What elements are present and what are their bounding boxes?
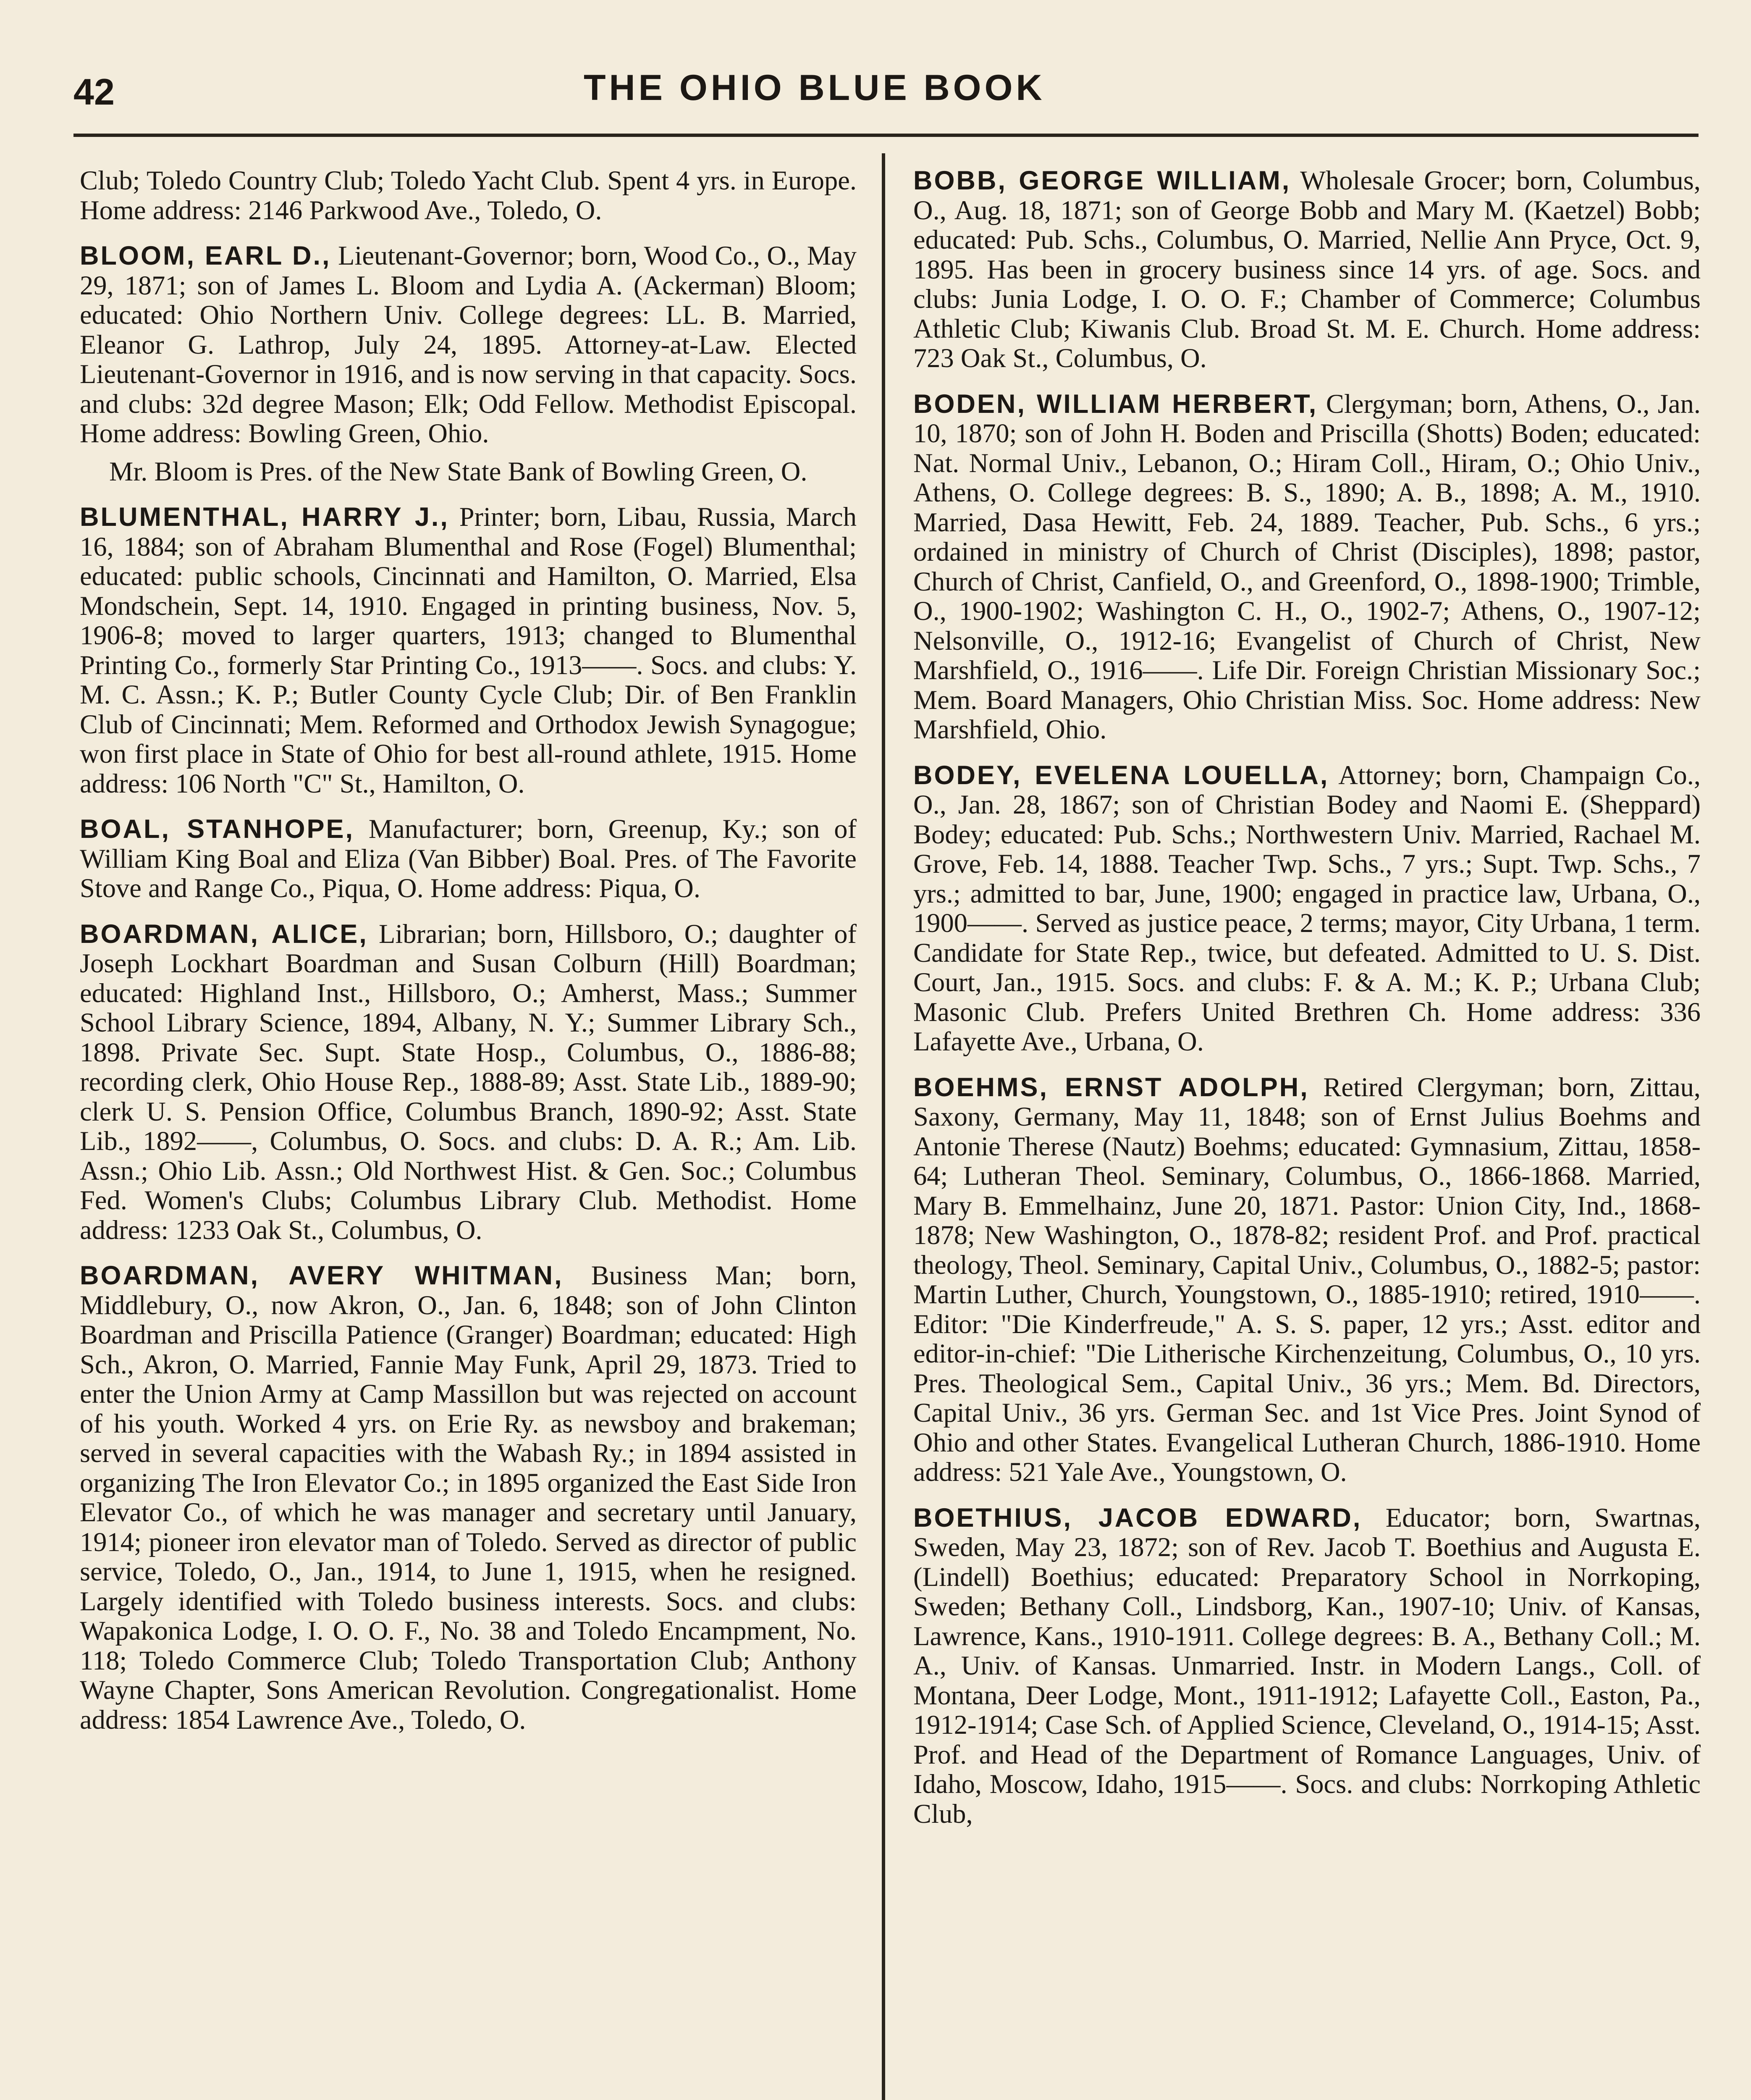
entry-text: Lieutenant-Governor; born, Wood Co., O., May 29, 1871; son of James L. Bloom and Lydia A. (Ackerman) Bloom; educated: Ohio Northern Univ. College degrees: LL. B. Married, Eleanor G. Lathrop, July 24, 1895. Attorney-at-Law. Elected Lieutenant-Governor in 1916, and is now serving in that capacity. Socs. and clubs: 32d degree Mason; Elk; Odd Fellow. Methodist Episcopal. Home address: Bowling Green, Ohio. <box>80 241 857 448</box>
biography-entry <box>913 761 1701 1057</box>
entry-text: Educator; born, Swartnas, Sweden, May 23, 1872; son of Rev. Jacob T. Boethius and Augusta E. (Lindell) Boethius; educated: Preparatory School in Norrkoping, Sweden; Bethany Coll., Lindsborg, Kan., 1907-10; Univ. of Kansas, Lawrence, Kans., 1910-1911. College degrees: B. A., Bethany Coll.; M. A., Univ. of Kansas. Unmarried. Instr. in Modern Langs., Coll. of Montana, Deer Lodge, Mont., 1911-1912; Lafayette Coll., Easton, Pa., 1912-1914; Case Sch. of Applied Science, Cleveland, O., 1914-15; Asst. Prof. and Head of the Department of Romance Languages, Univ. of Idaho, Moscow, Idaho, 1915——. Socs. and clubs: Norrkoping Athletic Club, <box>913 1502 1701 1829</box>
biography-entry <box>80 241 857 486</box>
entry-name: BOAL, STANHOPE, <box>80 814 354 844</box>
continuation-text: Club; Toledo Country Club; Toledo Yacht Club. Spent 4 yrs. in Europe. Home address: 2146 Parkwood Ave., Toledo, O. <box>80 165 857 225</box>
biography-entry <box>913 166 1701 373</box>
entry-name: BODEN, WILLIAM HERBERT, <box>913 389 1318 419</box>
entry-name: BOBB, GEORGE WILLIAM, <box>913 166 1291 195</box>
page-title: THE OHIO BLUE BOOK <box>584 68 1046 108</box>
entry-name: BOEHMS, ERNST ADOLPH, <box>913 1072 1309 1102</box>
biography-entry <box>80 814 857 903</box>
biography-entry <box>80 1261 857 1735</box>
entry-name: BODEY, EVELENA LOUELLA, <box>913 760 1329 790</box>
entry-text: Clergyman; born, Athens, O., Jan. 10, 1870; son of John H. Boden and Priscilla (Shotts) Boden; educated: Nat. Normal Univ., Lebanon, O.; Hiram Coll., Hiram, O.; Ohio Univ., Athens, O. College degrees: B. S., 1890; A. B., 1898; A. M., 1910. Married, Dasa Hewitt, Feb. 24, 1889. Teacher, Pub. Schs., 6 yrs.; ordained in ministry of Church of Christ (Disciples), 1898; pastor, Church of Christ, Canfield, O., and Greenford, O., 1898-1900; Trimble, O., 1900-1902; Washington C. H., O., 1902-7; Athens, O., 1907-12; Nelsonville, O., 1912-16; Evangelist of Church of Christ, New Marshfield, O., 1916——. Life Dir. Foreign Christian Missionary Soc.; Mem. Board Managers, Ohio Christian Miss. Soc. Home address: New Marshfield, Ohio. <box>913 388 1701 744</box>
right-column <box>913 166 1701 1845</box>
entry-text: Manufacturer; born, Greenup, Ky.; son of William King Boal and Eliza (Van Bibber) Boal. Pres. of The Favorite Stove and Range Co., Piqua, O. Home address: Piqua, O. <box>80 814 857 903</box>
entry-name: BOARDMAN, AVERY WHITMAN, <box>80 1261 564 1290</box>
entry-text: Business Man; born, Middlebury, O., now Akron, O., Jan. 6, 1848; son of John Clinton Boardman and Priscilla Patience (Granger) Boardman; educated: High Sch., Akron, O. Married, Fannie May Funk, April 29, 1873. Tried to enter the Union Army at Camp Massillon but was rejected on account of his youth. Worked 4 yrs. on Erie Ry. as newsboy and brakeman; served in several capacities with the Wabash Ry.; in 1894 assisted in organizing The Iron Elevator Co.; in 1895 organized the East Side Iron Elevator Co., of which he was manager and secretary until January, 1914; pioneer iron elevator man of Toledo. Served as director of public service, Toledo, O., Jan., 1914, to June 1, 1915, when he resigned. Largely identified with Toledo business interests. Socs. and clubs: Wapakonica Lodge, I. O. O. F., No. 38 and Toledo Encampment, No. 118; Toledo Commerce Club; Toledo Transportation Club; Anthony Wayne Chapter, Sons American Revolution. Congregationalist. Home address: 1854 Lawrence Ave., Toledo, O. <box>80 1260 857 1735</box>
biography-entry <box>913 1073 1701 1487</box>
entry-text: Attorney; born, Champaign Co., O., Jan. 28, 1867; son of Christian Bodey and Naomi E. (Sheppard) Bodey; educated: Pub. Schs.; Northwestern Univ. Married, Rachael M. Grove, Feb. 14, 1888. Teacher Twp. Schs., 7 yrs.; Supt. Twp. Schs., 7 yrs.; admitted to bar, June, 1900; engaged in practice law, Urbana, O., 1900——. Served as justice peace, 2 terms; mayor, City Urbana, 1 term. Candidate for State Rep., twice, but defeated. Admitted to U. S. Dist. Court, Jan., 1915. Socs. and clubs: F. & A. M.; K. P.; Urbana Club; Masonic Club. Prefers United Brethren Ch. Home address: 336 Lafayette Ave., Urbana, O. <box>913 760 1701 1056</box>
entry-name: BLOOM, EARL D., <box>80 241 331 270</box>
entry-name: BOARDMAN, ALICE, <box>80 919 368 949</box>
left-column <box>80 166 857 1751</box>
entry-text: Printer; born, Libau, Russia, March 16, 1884; son of Abraham Blumenthal and Rose (Fogel) Blumenthal; educated: public schools, Cincinnati and Hamilton, O. Married, Elsa Mondschein, Sept. 14, 1910. Engaged in printing business, Nov. 5, 1906-8; moved to larger quarters, 1913; changed to Blumenthal Printing Co., formerly Star Printing Co., 1913——. Socs. and clubs: Y. M. C. Assn.; K. P.; Butler County Cycle Club; Dir. of Ben Franklin Club of Cincinnati; Mem. Reformed and Orthodox Jewish Synagogue; won first place in State of Ohio for best all-round athlete, 1915. Home address: 106 North "C" St., Hamilton, O. <box>80 502 857 798</box>
biography-entry <box>913 1503 1701 1829</box>
entry-text: Wholesale Grocer; born, Columbus, O., Aug. 18, 1871; son of George Bobb and Mary M. (Kaetzel) Bobb; educated: Pub. Schs., Columbus, O. Married, Nellie Ann Pryce, Oct. 9, 1895. Has been in grocery business since 14 yrs. of age. Socs. and clubs: Junia Lodge, I. O. O. F.; Chamber of Commerce; Columbus Athletic Club; Kiwanis Club. Broad St. M. E. Church. Home address: 723 Oak St., Columbus, O. <box>913 165 1701 373</box>
entry-note: Mr. Bloom is Pres. of the New State Bank of Bowling Green, O. <box>109 456 807 486</box>
biography-entry <box>80 919 857 1245</box>
header-rule <box>73 134 1699 137</box>
page-number: 42 <box>73 71 115 113</box>
entry-name: BLUMENTHAL, HARRY J., <box>80 502 449 532</box>
biography-entry <box>80 502 857 798</box>
biography-entry <box>913 389 1701 745</box>
entry-name: BOETHIUS, JACOB EDWARD, <box>913 1503 1362 1533</box>
entry-text: Librarian; born, Hillsboro, O.; daughter of Joseph Lockhart Boardman and Susan Colburn (Hill) Boardman; educated: Highland Inst., Hillsboro, O.; Amherst, Mass.; Summer School Library Science, 1894, Albany, N. Y.; Summer Library Sch., 1898. Private Sec. Supt. State Hosp., Columbus, O., 1886-88; recording clerk, Ohio House Rep., 1888-89; Asst. State Lib., 1889-90; clerk U. S. Pension Office, Columbus Branch, 1890-92; Asst. State Lib., 1892——, Columbus, O. Socs. and clubs: D. A. R.; Am. Lib. Assn.; Ohio Lib. Assn.; Old Northwest Hist. & Gen. Soc.; Columbus Fed. Women's Clubs; Columbus Library Club. Methodist. Home address: 1233 Oak St., Columbus, O. <box>80 919 857 1245</box>
column-divider <box>882 153 885 2100</box>
entry-text: Retired Clergyman; born, Zittau, Saxony, Germany, May 11, 1848; son of Ernst Julius Boehms and Antonie Therese (Nautz) Boehms; educated: Gymnasium, Zittau, 1858-64; Lutheran Theol. Seminary, Columbus, O., 1866-1868. Married, Mary B. Emmelhainz, June 20, 1871. Pastor: Union City, Ind., 1868-1878; New Washington, O., 1878-82; resident Prof. and Prof. practical theology, Theol. Seminary, Capital Univ., Columbus, O., 1882-5; pastor: Martin Luther, Church, Youngstown, O., 1885-1910; retired, 1910——. Editor: "Die Kinderfreude," A. S. S. paper, 12 yrs.; Asst. editor and editor-in-chief: "Die Litherische Kirchenzeitung, Columbus, O., 10 yrs. Pres. Theological Sem., Capital Univ., 36 yrs.; Mem. Bd. Directors, Capital Univ., 36 yrs. German Sec. and 1st Vice Pres. Joint Synod of Ohio and other States. Evangelical Lutheran Church, 1886-1910. Home address: 521 Yale Ave., Youngstown, O. <box>913 1072 1701 1487</box>
